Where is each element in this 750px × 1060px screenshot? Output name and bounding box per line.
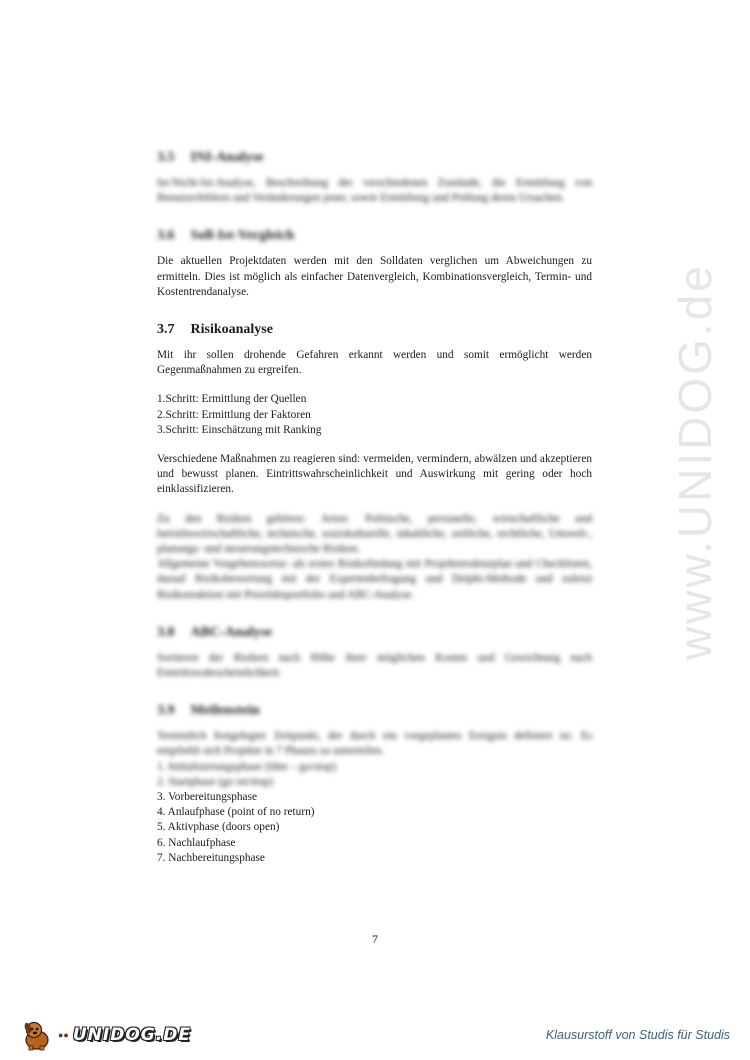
page-number: 7 [372, 932, 378, 946]
section-heading [157, 228, 592, 244]
section-heading [157, 150, 592, 166]
step-item: 3.Schritt: Einschätzung mit Ranking [157, 423, 322, 436]
section-paragraph: Sortieren der Risiken nach Höhe ihrer möglichen Kosten und Gewichtung nach Eintrittswahrscheinlichkeit. [157, 651, 592, 680]
paw-icon: ●● [58, 1030, 69, 1040]
section-number: 3.6 [157, 228, 175, 244]
section-number: 3.8 [157, 624, 175, 640]
section-risikoanalyse [157, 322, 592, 603]
section-number: 3.5 [157, 150, 175, 165]
footer-tagline: Klausurstoff von Studis für Studis [545, 1028, 730, 1042]
risk-types-paragraph: Zu den Risiken gehören: Arten: Politische, personelle, wirtschaftliche und betriebswirtschaftliche, technische, soziokulturelle, inhaltliche, zeitliche, rechtliche, Umwelt-, planungs- und steuerungstechnische Risiken. [157, 512, 592, 556]
page-content [157, 150, 592, 888]
section-title: ABC-Analyse [190, 624, 273, 640]
section-number: 3.9 [157, 703, 175, 719]
section-intro: Mit ihr sollen drohende Gefahren erkannt werden und somit ermöglicht werden Gegenmaßnahmen zu ergreifen. [157, 349, 592, 377]
phase-item: 3. Vorbereitungsphase [157, 791, 257, 804]
section-paragraph: Ist-Nicht-Ist-Analyse, Beschreibung der verschiedenen Zustände, die Ermittlung von Benutzerfehlern und Veränderungen jener, sowie Ermittlung und Prüfung deren Ursachen. [157, 177, 592, 205]
phase-item: 1. Initialisierungsphase (Idee – go/stop) [157, 760, 337, 773]
step-item: 1.Schritt: Ermittlung der Quellen [157, 393, 307, 406]
section-soll-ist-vergleich [157, 228, 592, 300]
phase-item: 2. Startphase (go on/stop) [157, 775, 274, 788]
phase-item: 4. Anlaufphase (point of no return) [157, 806, 315, 819]
section-title: INI-Analyse [190, 150, 264, 165]
section-title: Risikoanalyse [190, 322, 273, 338]
phase-item: 7. Nachbereitungsphase [157, 851, 265, 864]
section-ini-analyse [157, 150, 592, 206]
section-intro: Terminlich festgelegter Zeitpunkt, der durch ein vorgeplantes Ereignis definiert ist. Es empfiehlt sich Projekte in 7 Phasen zu unterteilen. [157, 730, 592, 758]
logo-text: UNIDOG.DE [72, 1025, 191, 1045]
phase-item: 6. Nachlaufphase [157, 836, 236, 849]
unidog-logo [20, 1018, 191, 1052]
section-abc-analyse [157, 625, 592, 681]
section-paragraph: Die aktuellen Projektdaten werden mit den Solldaten verglichen um Abweichungen zu ermitteln. Dies ist möglich als einfacher Datenvergleich, Kombinationsvergleich, Termin- und Kostentrendanalyse. [157, 255, 592, 298]
section-title: Soll-Ist-Vergleich [190, 228, 295, 244]
phase-item: 5. Aktivphase (doors open) [157, 821, 280, 834]
section-heading [157, 703, 592, 719]
section-meilenstein [157, 703, 592, 866]
section-heading [157, 625, 592, 641]
watermark: www.UNIDOG.de [669, 263, 721, 660]
step-item: 2.Schritt: Ermittlung der Faktoren [157, 408, 311, 421]
procedure-paragraph: Allgemeine Vorgehensweise: als erstes Risikofindung mit Projektstrukturplan und Checklisten, darauf Risikobewertung mit der Expertenbefragung und Delphi-Methode und zuletzt Risikoreaktion mit Prioritätsportfolio und ABC-Analyse. [157, 558, 592, 601]
section-number: 3.7 [157, 322, 175, 338]
dog-icon [20, 1018, 54, 1052]
section-title: Meilenstein [190, 703, 260, 719]
measures-paragraph: Verschiedene Maßnahmen zu reagieren sind: vermeiden, vermindern, abwälzen und akzeptieren und bewusst planen. Eintrittswahrscheinlichkeit und Auswirkung mit gering oder hoch einklassifizieren. [157, 453, 592, 496]
section-heading [157, 322, 592, 338]
